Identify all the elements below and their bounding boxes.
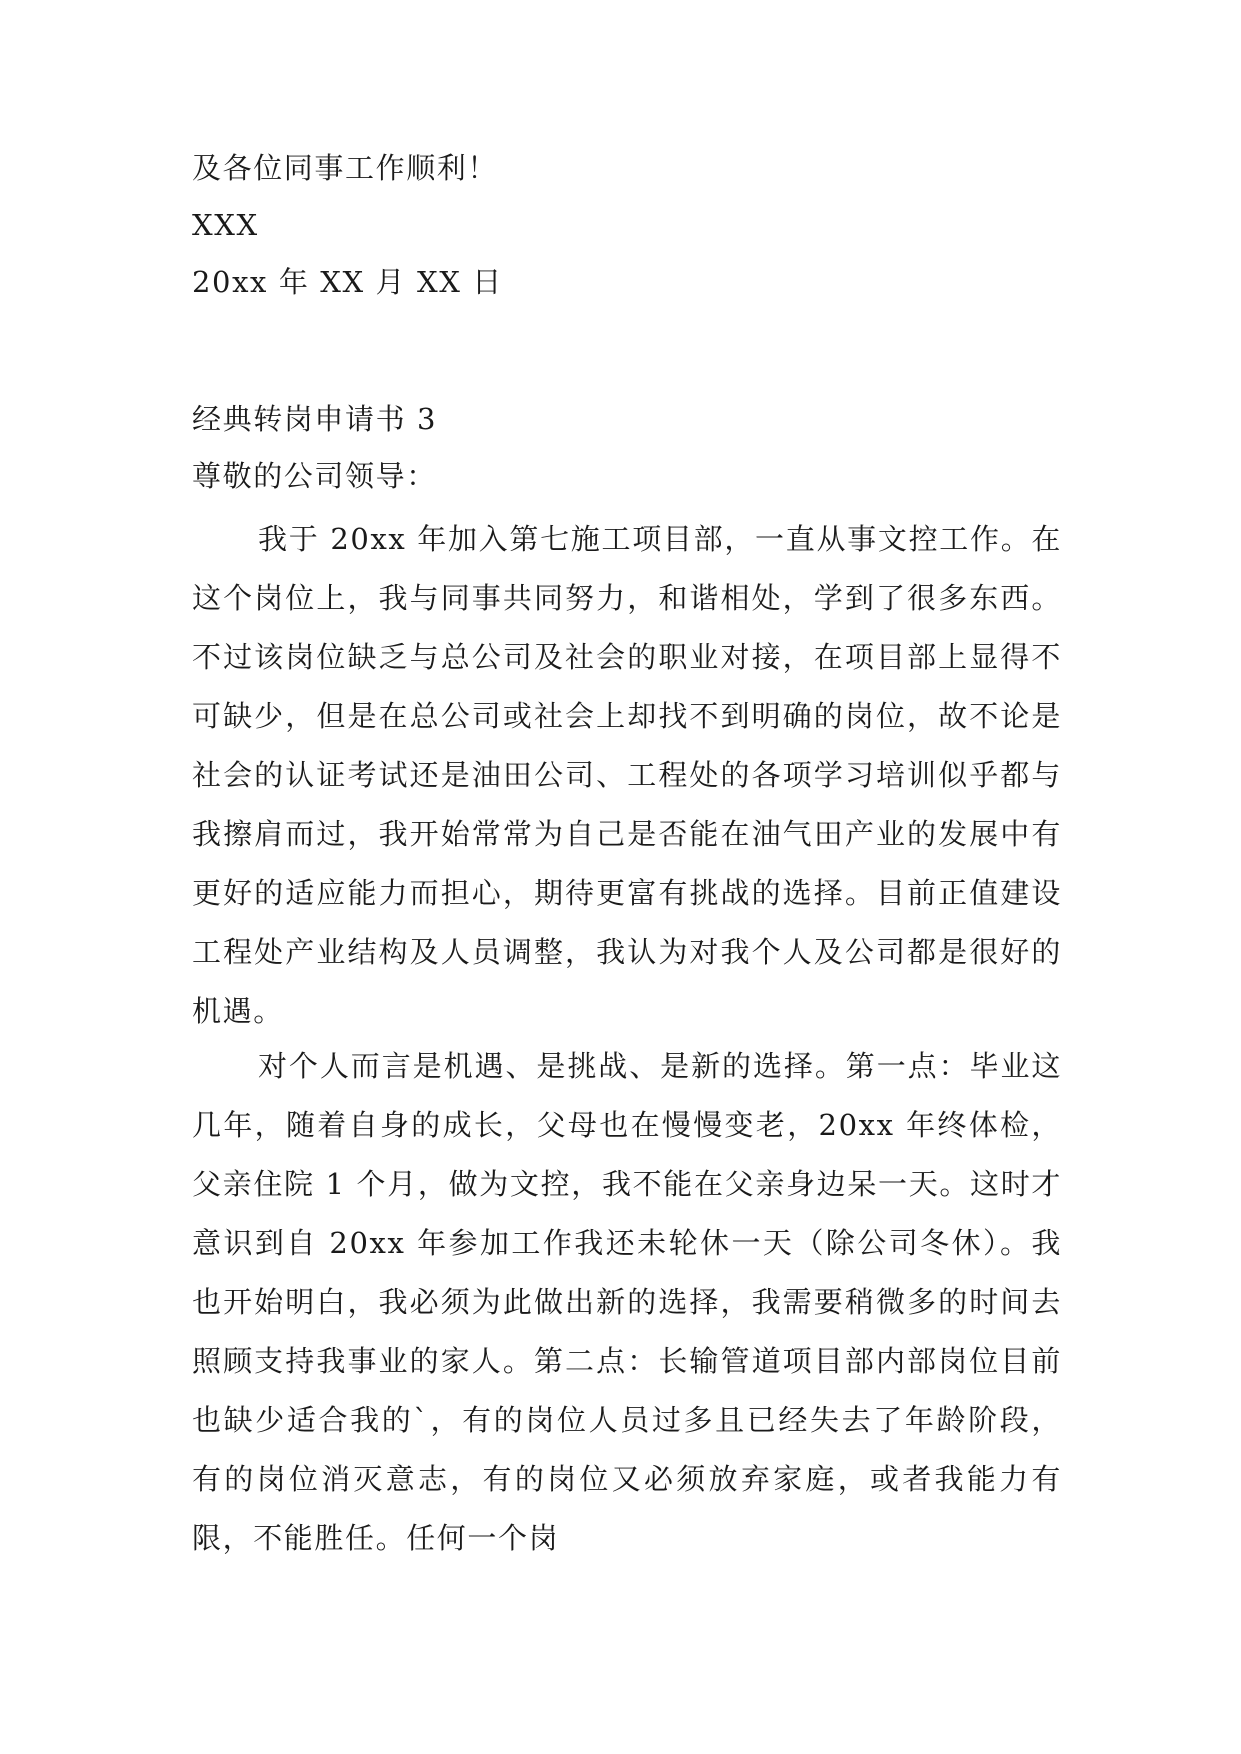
body-paragraph-2: 对个人而言是机遇、是挑战、是新的选择。第一点：毕业这几年，随着自身的成长，父母也在慢慢变老，20xx 年终体检，父亲住院 1 个月，做为文控，我不能在父亲身边呆一天。这时才意识到自 20xx 年参加工作我还未轮休一天（除公司冬休）。我也开始明白，我必须为此做出新的选择，我需要稍微多的时间去照顾支持我事业的家人。第二点：长输管道项目部内部岗位目前也缺少适合我的`，有的岗位人员过多且已经失去了年龄阶段，有的岗位消灭意志，有的岗位又必须放弃家庭，或者我能力有限，不能胜任。任何一个岗 bbox=[192, 1049, 1062, 1555]
body-paragraph-1: 我于 20xx 年加入第七施工项目部，一直从事文控工作。在这个岗位上，我与同事共同努力，和谐相处，学到了很多东西。不过该岗位缺乏与总公司及社会的职业对接，在项目部上显得不可缺少，但是在总公司或社会上却找不到明确的岗位，故不论是社会的认证考试还是油田公司、工程处的各项学习培训似乎都与我擦肩而过，我开始常常为自己是否能在油气田产业的发展中有更好的适应能力而担心，期待更富有挑战的选择。目前正值建设工程处产业结构及人员调整，我认为对我个人及公司都是很好的机遇。 bbox=[192, 522, 1062, 1028]
signature: XXX bbox=[192, 208, 259, 242]
date-line: 20xx 年 XX 月 XX 日 bbox=[192, 265, 503, 299]
salutation: 尊敬的公司领导： bbox=[192, 459, 437, 493]
closing-line: 及各位同事工作顺利！ bbox=[192, 151, 499, 185]
section-title: 经典转岗申请书 3 bbox=[192, 402, 438, 436]
